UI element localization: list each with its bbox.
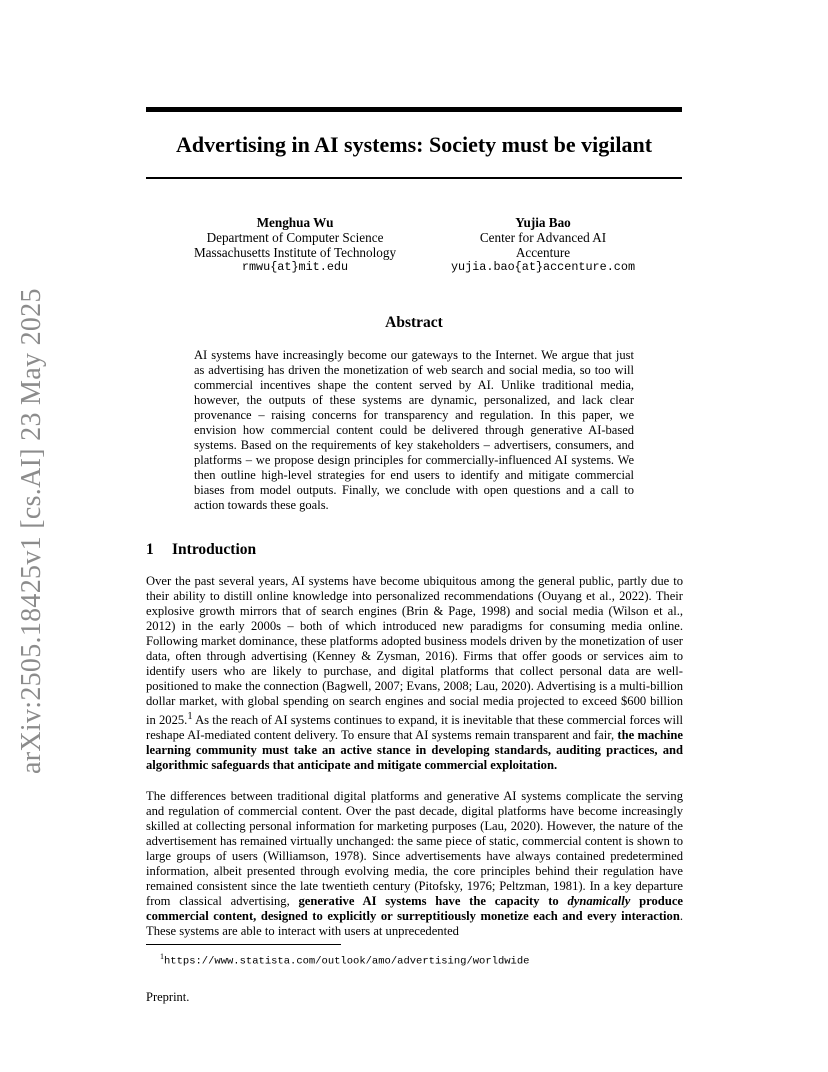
section-heading — [146, 540, 256, 560]
footnote-url[interactable]: https://www.statista.com/outlook/amo/advertising/worldwide — [164, 955, 530, 968]
author-org: Accenture — [515, 245, 571, 260]
paragraph-2 — [146, 789, 683, 939]
footnote — [160, 950, 529, 969]
author-dept: Department of Computer Science — [206, 230, 384, 245]
paragraph-emphasis: the machine learning community must take an active stance in developing standards, auditing practices, and algorithmic safeguards that anticipate and mitigate commercial exploitation. — [146, 728, 683, 773]
title-top-rule — [146, 107, 682, 112]
author-block-1 — [170, 215, 420, 275]
author-email: yujia.bao{at}accenture.com — [450, 260, 636, 274]
paper-title: Advertising in AI systems: Society must be vigilant — [175, 132, 653, 157]
footnote-rule — [146, 944, 341, 945]
footer-preprint: Preprint. — [146, 990, 190, 1004]
paragraph-emphasis: produce commercial content, designed to explicitly or surreptitiously monetize each and every interaction — [146, 894, 683, 923]
paragraph-1 — [146, 574, 683, 773]
paragraph-emphasis: generative AI systems have the capacity to — [298, 894, 568, 908]
paragraph-emphasis-italic: dynamically — [567, 894, 631, 908]
footnote-ref: 1 — [187, 711, 193, 722]
footnote-mark: 1 — [160, 952, 164, 961]
author-block-2 — [428, 215, 658, 275]
paragraph-text: The differences between traditional digital platforms and generative AI systems complicate the serving and regulation of commercial content. Over the past decade, digital platforms have become increasingly skilled at collecting personal information for marketing purposes (Lau, 2020). However, the nature of the advertisement has remained virtually unchanged: the same piece of static, commercial content is shown to large groups of users (Williamson, 1978). Since advertisements have always contained predetermined information, albeit presented through evolving media, the core principles behind their regulation have remained consistent since the late twentieth century (Pitofsky, 1976; Peltzman, 1981). In a key departure from classical advertising, — [146, 789, 683, 908]
paragraph-text: Over the past several years, AI systems have become ubiquitous among the general public, partly due to their ability to distill online knowledge into personalized recommendations (Ouyang et al., 2022). Their explosive growth mirrors that of search engines (Brin & Page, 1998) and social media (Wilson et al., 2012) in the early 2000s – both of which introduced new paradigms for consuming media online. Following market dominance, these platforms adopted business models driven by the monetization of user data, often through advertising (Kenney & Zysman, 2016). Firms that offer goods or services aim to identify users who are likely to purchase, and digital platforms that collect personal data are well-positioned to make the connection (Bagwell, 2007; Evans, 2008; Lau, 2020). Advertising is a multi-billion dollar market, with global spending on search engines and social media projected to exceed $600 billion in 2025. — [146, 574, 683, 728]
author-dept: Center for Advanced AI — [479, 230, 607, 245]
author-org: Massachusetts Institute of Technology — [193, 245, 397, 260]
arxiv-stamp: arXiv:2505.18425v1 [cs.AI] 23 May 2025 — [16, 288, 47, 774]
author-email: rmwu{at}mit.edu — [241, 260, 349, 274]
author-name: Menghua Wu — [256, 215, 334, 230]
section-title: Introduction — [172, 541, 257, 558]
paragraph-text: . These systems are able to interact with users at unprecedented — [146, 909, 683, 938]
abstract-heading: Abstract — [385, 314, 443, 331]
abstract-text: AI systems have increasingly become our gateways to the Internet. We argue that just as advertising has driven the monetization of web search and social media, so too will commercial incentives shape the content served by AI. Unlike traditional media, however, the outputs of these systems are dynamic, personalized, and lack clear provenance – raising concerns for transparency and regulation. In this paper, we envision how commercial content could be delivered through generative AI-based systems. Based on the requirements of key stakeholders – advertisers, consumers, and platforms – we propose design principles for commercially-influenced AI systems. We then outline high-level strategies for end users to identify and mitigate commercial biases from model outputs. Finally, we conclude with open questions and a call to action towards these goals. — [194, 348, 634, 512]
section-number: 1 — [146, 541, 154, 558]
author-name: Yujia Bao — [515, 215, 571, 230]
paragraph-text: As the reach of AI systems continues to expand, it is inevitable that these commercial forces will reshape AI-mediated content delivery. To ensure that AI systems remain transparent and fair, — [146, 713, 683, 743]
title-bottom-rule — [146, 177, 682, 179]
